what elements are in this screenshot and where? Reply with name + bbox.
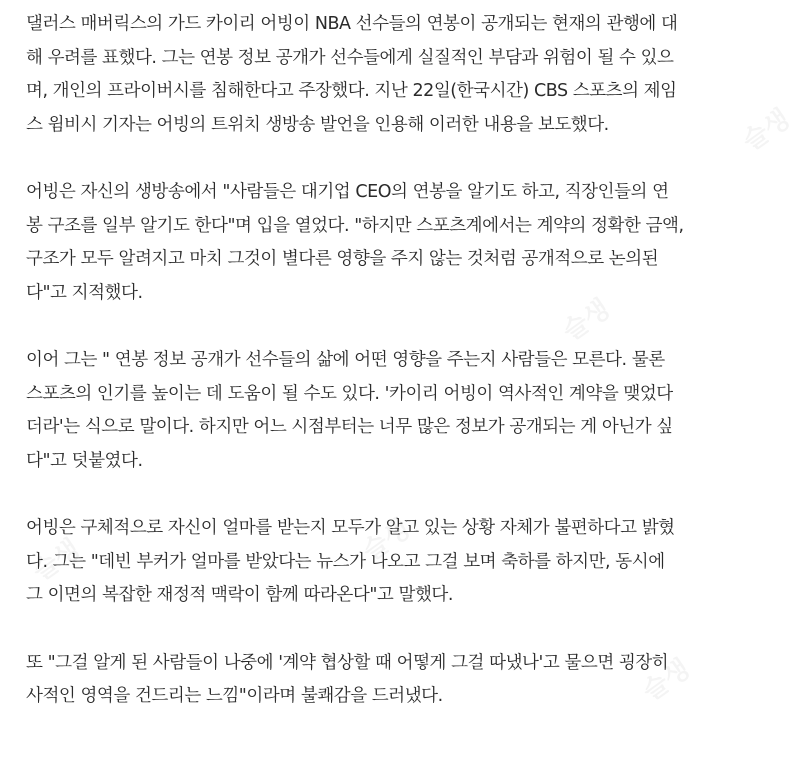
text-line: 봉 구조를 일부 알기도 한다"며 입을 열었다. "하지만 스포츠계에서는 계약의 정확한 금액, <box>26 215 684 236</box>
text-line: 그 이면의 복잡한 재정적 맥락이 함께 따라온다"고 말했다. <box>26 585 453 605</box>
paragraph <box>26 512 781 613</box>
paragraph <box>26 8 781 142</box>
article-body <box>26 8 781 714</box>
text-line: 이어 그는 " 연봉 정보 공개가 선수들의 삶에 어떤 영향을 주는지 사람들은 모른다. 물론 <box>26 350 665 370</box>
text-line: 며, 개인의 프라이버시를 침해한다고 주장했다. 지난 22일(한국시간) CBS 스포츠의 제임 <box>26 81 677 101</box>
text-line: 또 "그걸 알게 된 사람들이 나중에 '계약 협상할 때 어떻게 그걸 따냈나'고 물으면 굉장히 <box>26 652 669 673</box>
paragraph <box>26 176 781 310</box>
text-line: 어빙은 구체적으로 자신이 얼마를 받는지 모두가 알고 있는 상황 자체가 불편하다고 밝혔 <box>26 518 675 538</box>
text-line: 스포츠의 인기를 높이는 데 도움이 될 수도 있다. '카이리 어빙이 역사적인 계약을 맺었다 <box>26 383 673 404</box>
paragraph <box>26 344 781 478</box>
text-line: 다. 그는 "데빈 부커가 얼마를 받았다는 뉴스가 나오고 그걸 보며 축하를 하지만, 동시에 <box>26 551 665 572</box>
text-line: 다"고 덧붙였다. <box>26 450 143 471</box>
text-line: 어빙은 자신의 생방송에서 "사람들은 대기업 CEO의 연봉을 알기도 하고, 직장인들의 연 <box>26 182 669 202</box>
text-line: 사적인 영역을 건드리는 느낌"이라며 불쾌감을 드러냈다. <box>26 686 443 706</box>
text-line: 다"고 지적했다. <box>26 282 143 303</box>
text-line: 스 윔비시 기자는 어빙의 트위치 생방송 발언을 인용해 이러한 내용을 보도했다. <box>26 114 609 135</box>
text-line: 구조가 모두 알려지고 마치 그것이 별다른 영향을 주지 않는 것처럼 공개적으로 논의된 <box>26 249 659 269</box>
paragraph <box>26 647 781 714</box>
text-line: 댈러스 매버릭스의 가드 카이리 어빙이 NBA 선수들의 연봉이 공개되는 현재의 관행에 대 <box>26 14 678 34</box>
text-line: 해 우려를 표했다. 그는 연봉 정보 공개가 선수들에게 실질적인 부담과 위험이 될 수 있으 <box>26 47 674 68</box>
text-line: 더라'는 식으로 말이다. 하지만 어느 시점부터는 너무 많은 정보가 공개되는 게 아닌가 싶 <box>26 417 673 437</box>
